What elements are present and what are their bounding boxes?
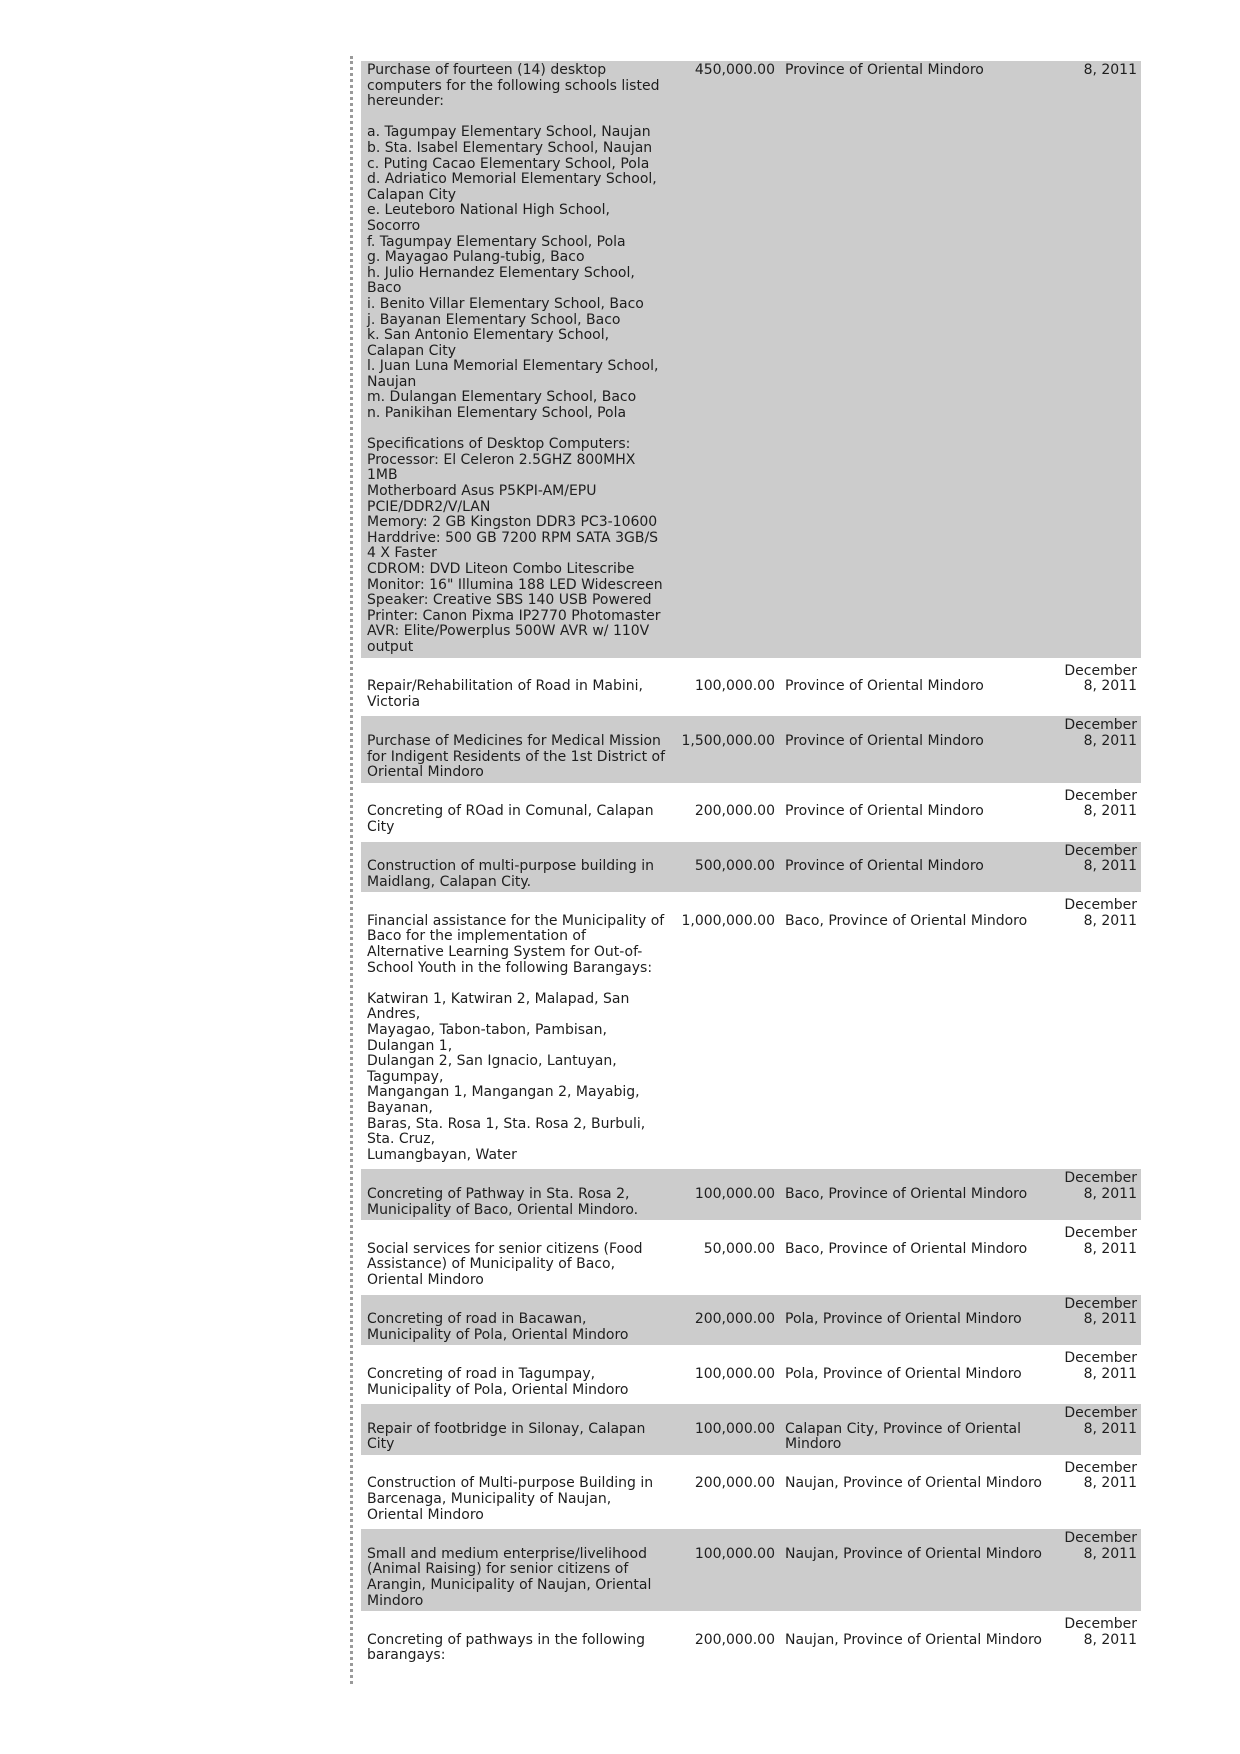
description-line: Mayagao, Tabon-tabon, Pambisan, Dulangan 1,	[367, 1022, 607, 1054]
date-line: 8, 2011	[1083, 1420, 1137, 1437]
description-line: Specifications of Desktop Computers:	[367, 436, 631, 453]
project-date	[1052, 1529, 1141, 1611]
project-description	[361, 1295, 671, 1346]
project-amount	[671, 896, 779, 1165]
project-date	[1052, 1295, 1141, 1346]
description-line: Memory: 2 GB Kingston DDR3 PC3-10600	[367, 514, 658, 531]
amount-value: 500,000.00	[694, 858, 775, 875]
location-value: Province of Oriental Mindoro	[785, 803, 984, 820]
project-location	[779, 662, 1052, 713]
location-value: Baco, Province of Oriental Mindoro	[785, 1185, 1028, 1202]
table-row	[361, 1349, 1141, 1400]
project-description	[361, 1459, 671, 1525]
project-date	[1052, 1349, 1141, 1400]
date-line: December	[1064, 1225, 1137, 1242]
table-row	[361, 1404, 1141, 1455]
description-line: b. Sta. Isabel Elementary School, Naujan	[367, 139, 653, 156]
project-location	[779, 1295, 1052, 1346]
description-line: Concreting of Pathway in Sta. Rosa 2, Municipality of Baco, Oriental Mindoro.	[367, 1185, 639, 1218]
project-date	[1052, 1169, 1141, 1220]
table-row	[361, 716, 1141, 782]
location-value: Naujan, Province of Oriental Mindoro	[785, 1545, 1042, 1562]
description-line: f. Tagumpay Elementary School, Pola	[367, 233, 626, 250]
table-row	[361, 1459, 1141, 1525]
date-line: December	[1064, 787, 1137, 804]
location-value: Province of Oriental Mindoro	[785, 858, 984, 875]
project-description	[361, 1529, 671, 1611]
date-line: 8, 2011	[1083, 803, 1137, 820]
description-line: e. Leuteboro National High School, Socorro	[367, 202, 610, 234]
date-line: 8, 2011	[1083, 858, 1137, 875]
project-date	[1052, 787, 1141, 838]
project-location	[779, 61, 1052, 658]
project-location	[779, 896, 1052, 1165]
table-row	[361, 787, 1141, 838]
project-amount	[671, 61, 779, 658]
description-line: Concreting of pathways in the following barangays:	[367, 1631, 645, 1664]
description-line: Lumangbayan, Water	[367, 1146, 517, 1163]
project-amount	[671, 842, 779, 893]
projects-table	[361, 57, 1141, 1670]
date-line: December	[1064, 1295, 1137, 1312]
description-line: Concreting of road in Bacawan, Municipality of Pola, Oriental Mindoro	[367, 1311, 629, 1343]
description-line: Purchase of Medicines for Medical Mission for Indigent Residents of the 1st District of Oriental Mindoro	[367, 732, 666, 781]
description-line: Small and medium enterprise/livelihood (Animal Raising) for senior citizens of Arangin, Municipality of Naujan, Oriental Mindoro	[367, 1545, 652, 1609]
description-line: CDROM: DVD Liteon Combo Litescribe	[367, 561, 635, 577]
amount-value: 1,500,000.00	[681, 732, 775, 749]
date-line: December	[1064, 842, 1137, 859]
project-date	[1052, 1615, 1141, 1666]
project-description	[361, 787, 671, 838]
amount-value: 450,000.00	[694, 62, 775, 78]
location-value: Calapan City, Province of Oriental Mindoro	[785, 1420, 1022, 1453]
location-value: Province of Oriental Mindoro	[785, 678, 984, 695]
table-row	[361, 842, 1141, 893]
project-amount	[671, 1169, 779, 1220]
project-date	[1052, 896, 1141, 1165]
project-amount	[671, 716, 779, 782]
table-row	[361, 61, 1141, 658]
date-line: December	[1064, 1459, 1137, 1476]
project-location	[779, 716, 1052, 782]
description-line: Dulangan 2, San Ignacio, Lantuyan, Tagumpay,	[367, 1053, 617, 1085]
description-line: k. San Antonio Elementary School, Calapan City	[367, 327, 610, 359]
project-location	[779, 1349, 1052, 1400]
amount-value: 50,000.00	[703, 1240, 775, 1257]
date-line: December	[1064, 897, 1137, 914]
project-date	[1052, 61, 1141, 658]
description-line: Purchase of fourteen (14) desktop computers for the following schools listed hereunder:	[367, 62, 660, 110]
description-line: Harddrive: 500 GB 7200 RPM SATA 3GB/S 4 X Faster	[367, 529, 659, 562]
project-description	[361, 61, 671, 658]
table-row	[361, 662, 1141, 713]
date-line: 8, 2011	[1083, 1311, 1137, 1328]
description-line: Construction of Multi-purpose Building in Barcenaga, Municipality of Naujan, Oriental Mindoro	[367, 1475, 654, 1523]
project-date	[1052, 1459, 1141, 1525]
project-description	[361, 1224, 671, 1290]
amount-value: 100,000.00	[694, 1365, 775, 1382]
date-line: 8, 2011	[1083, 1240, 1137, 1257]
description-line: a. Tagumpay Elementary School, Naujan	[367, 124, 651, 141]
description-line: d. Adriatico Memorial Elementary School, Calapan City	[367, 171, 657, 203]
project-description	[361, 842, 671, 893]
description-line: h. Julio Hernandez Elementary School, Baco	[367, 264, 635, 297]
description-line: Motherboard Asus P5KPI-AM/EPU PCIE/DDR2/V/LAN	[367, 483, 597, 515]
project-location	[779, 1615, 1052, 1666]
description-line: Concreting of road in Tagumpay, Municipality of Pola, Oriental Mindoro	[367, 1365, 629, 1398]
project-location	[779, 1529, 1052, 1611]
project-date	[1052, 1404, 1141, 1455]
description-line: i. Benito Villar Elementary School, Baco	[367, 295, 644, 312]
table-row	[361, 1295, 1141, 1346]
date-line: 8, 2011	[1083, 1475, 1137, 1492]
table-row	[361, 1615, 1141, 1666]
project-description	[361, 896, 671, 1165]
description-line: AVR: Elite/Powerplus 500W AVR w/ 110V output	[367, 623, 650, 655]
project-amount	[671, 1459, 779, 1525]
date-line: 8, 2011	[1083, 1365, 1137, 1382]
description-line: Concreting of ROad in Comunal, Calapan City	[367, 803, 654, 835]
location-value: Province of Oriental Mindoro	[785, 732, 984, 749]
project-location	[779, 1169, 1052, 1220]
date-line: December	[1064, 1530, 1137, 1547]
location-value: Baco, Province of Oriental Mindoro	[785, 912, 1028, 929]
description-line: g. Mayagao Pulang-tubig, Baco	[367, 249, 585, 266]
amount-value: 100,000.00	[694, 1545, 775, 1562]
project-amount	[671, 1404, 779, 1455]
date-line: 8, 2011	[1083, 62, 1137, 78]
project-location	[779, 787, 1052, 838]
location-value: Pola, Province of Oriental Mindoro	[785, 1365, 1022, 1382]
project-date	[1052, 662, 1141, 713]
project-date	[1052, 842, 1141, 893]
location-value: Baco, Province of Oriental Mindoro	[785, 1240, 1028, 1257]
project-date	[1052, 1224, 1141, 1290]
date-line: 8, 2011	[1083, 732, 1137, 749]
project-amount	[671, 1224, 779, 1290]
date-line: December	[1064, 1170, 1137, 1187]
amount-value: 100,000.00	[694, 1185, 775, 1202]
description-line: Baras, Sta. Rosa 1, Sta. Rosa 2, Burbuli, Sta. Cruz,	[367, 1115, 646, 1148]
description-line: Construction of multi-purpose building in Maidlang, Calapan City.	[367, 858, 654, 890]
amount-value: 200,000.00	[694, 1475, 775, 1492]
location-value: Pola, Province of Oriental Mindoro	[785, 1311, 1022, 1328]
description-line: Speaker: Creative SBS 140 USB Powered	[367, 592, 652, 609]
amount-value: 100,000.00	[694, 1420, 775, 1437]
project-date	[1052, 716, 1141, 782]
description-line: Mangangan 1, Mangangan 2, Mayabig, Bayanan,	[367, 1084, 640, 1116]
project-amount	[671, 662, 779, 713]
table-row	[361, 1224, 1141, 1290]
project-amount	[671, 787, 779, 838]
project-description	[361, 662, 671, 713]
table-row	[361, 896, 1141, 1165]
description-line: l. Juan Luna Memorial Elementary School, Naujan	[367, 358, 659, 390]
description-line: Katwiran 1, Katwiran 2, Malapad, San Andres,	[367, 990, 630, 1023]
description-line: Social services for senior citizens (Food Assistance) of Municipality of Baco, Oriental Mindoro	[367, 1240, 643, 1288]
project-location	[779, 1224, 1052, 1290]
project-description	[361, 716, 671, 782]
location-value: Naujan, Province of Oriental Mindoro	[785, 1631, 1042, 1648]
location-value: Naujan, Province of Oriental Mindoro	[785, 1475, 1042, 1492]
project-amount	[671, 1615, 779, 1666]
description-line: c. Puting Cacao Elementary School, Pola	[367, 155, 650, 172]
description-line: n. Panikihan Elementary School, Pola	[367, 405, 627, 422]
date-line: December	[1064, 1616, 1137, 1633]
amount-value: 100,000.00	[694, 678, 775, 695]
project-description	[361, 1349, 671, 1400]
date-line: 8, 2011	[1083, 1545, 1137, 1562]
amount-value: 200,000.00	[694, 1631, 775, 1648]
project-amount	[671, 1295, 779, 1346]
project-location	[779, 842, 1052, 893]
table-row	[361, 1529, 1141, 1611]
project-amount	[671, 1349, 779, 1400]
description-line: Monitor: 16" Illumina 188 LED Widescreen	[367, 576, 663, 593]
table-row	[361, 1169, 1141, 1220]
description-line: Processor: El Celeron 2.5GHZ 800MHX 1MB	[367, 451, 636, 484]
project-description	[361, 1169, 671, 1220]
amount-value: 1,000,000.00	[681, 912, 775, 929]
amount-value: 200,000.00	[694, 1311, 775, 1328]
date-line: 8, 2011	[1083, 912, 1137, 929]
date-line: December	[1064, 717, 1137, 734]
projects-table-body	[361, 61, 1141, 1666]
margin-dotted-rule	[350, 56, 353, 1684]
date-line: 8, 2011	[1083, 1631, 1137, 1648]
project-location	[779, 1459, 1052, 1525]
project-description	[361, 1615, 671, 1666]
date-line: 8, 2011	[1083, 678, 1137, 695]
date-line: December	[1064, 1350, 1137, 1367]
project-amount	[671, 1529, 779, 1611]
date-line: December	[1064, 1405, 1137, 1422]
date-line: 8, 2011	[1083, 1185, 1137, 1202]
date-line: December	[1064, 662, 1137, 679]
location-value: Province of Oriental Mindoro	[785, 62, 984, 78]
project-description	[361, 1404, 671, 1455]
amount-value: 200,000.00	[694, 803, 775, 820]
description-line: j. Bayanan Elementary School, Baco	[367, 311, 621, 328]
description-line: m. Dulangan Elementary School, Baco	[367, 389, 637, 406]
description-line: Repair/Rehabilitation of Road in Mabini, Victoria	[367, 678, 643, 710]
description-line: Repair of footbridge in Silonay, Calapan City	[367, 1420, 646, 1453]
description-line: Printer: Canon Pixma IP2770 Photomaster	[367, 607, 661, 624]
project-location	[779, 1404, 1052, 1455]
description-line: Financial assistance for the Municipality of Baco for the implementation of Alternative Learning System for Out-of-School Youth in the following Barangays:	[367, 912, 665, 976]
